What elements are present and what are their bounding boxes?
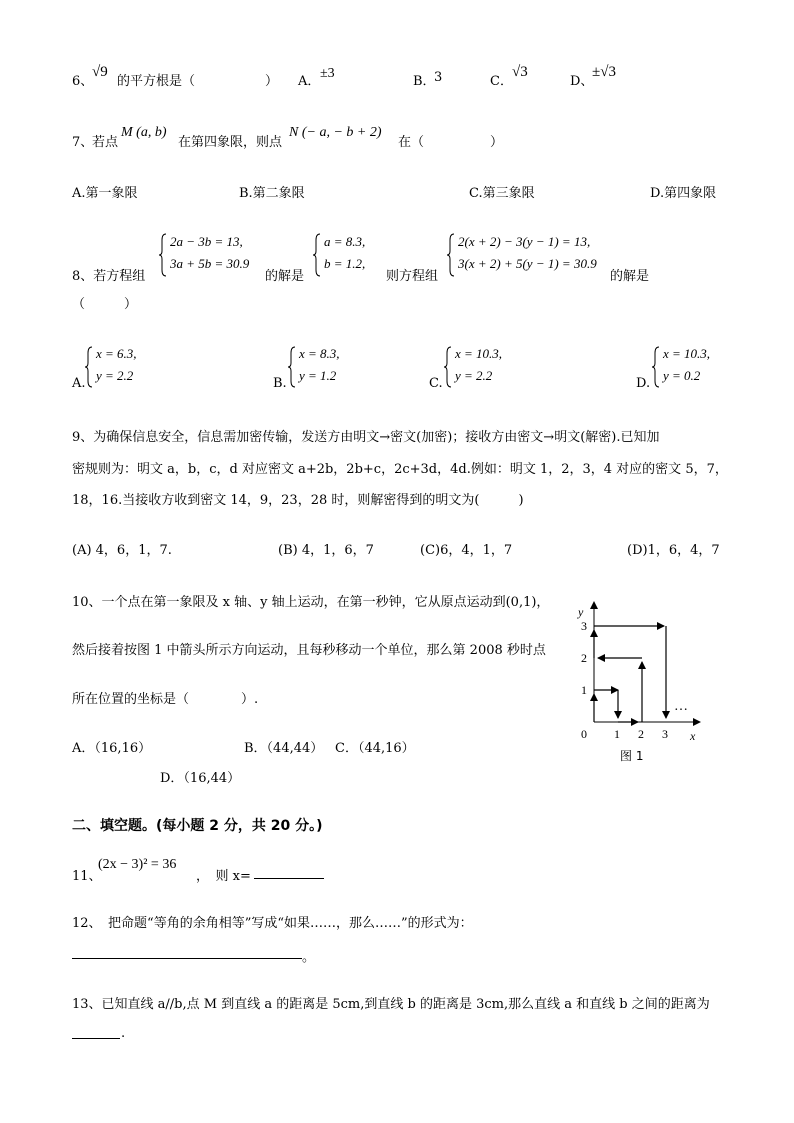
q6-option-c-label: C． <box>490 74 513 89</box>
q11-equation: (2x − 3)² = 36 <box>98 857 177 872</box>
q10-option-c: C．（44,16） <box>335 741 415 756</box>
q8-option-c-label: C. <box>429 376 443 391</box>
q8-option-d-row-2: y = 0.2 <box>663 368 701 383</box>
q7-number: 7、 <box>72 135 94 150</box>
q6-option-c-value: √3 <box>512 64 528 80</box>
q6-option-d-label: D、 <box>570 74 594 89</box>
q8-system-3-row-2: 3(x + 2) + 5(y − 1) = 30.9 <box>458 256 597 271</box>
origin-label: 0 <box>581 727 587 741</box>
q6-option-a-value: ±3 <box>320 66 335 81</box>
q8-system-2 <box>312 232 382 278</box>
q13-answer-blank[interactable] <box>72 1024 120 1039</box>
q9-line-1: 9、为确保信息安全，信息需加密传输，发送方由明文→密文(加密)；接收方由密文→明文(解密).已知加 <box>72 430 660 445</box>
q8-option-b <box>287 345 367 391</box>
q8-option-b-row-1: x = 8.3, <box>299 346 340 361</box>
q13-end: . <box>121 1026 126 1041</box>
q6-option-d-value: ±√3 <box>592 64 616 80</box>
q7-point-n: N (− a, − b + 2) <box>289 125 382 140</box>
q8-system-1-row-1: 2a − 3b = 13, <box>170 234 243 249</box>
q6-stem-math: √9 <box>92 64 108 80</box>
q10-option-d: D．（16,44） <box>160 771 241 786</box>
q9-option-a: (A) 4，6，1，7. <box>72 543 172 558</box>
x-tick-3: 3 <box>662 727 668 741</box>
ellipsis: … <box>674 699 688 714</box>
q11-answer-blank[interactable] <box>254 864 324 879</box>
q13-line-1: 13、已知直线 a//b,点 M 到直线 a 的距离是 5cm,到直线 b 的距离是 3cm,那么直线 a 和直线 b 之间的距离为 <box>72 997 710 1012</box>
q8-option-a-label: A. <box>72 376 86 391</box>
q8-system-3 <box>446 232 611 278</box>
q8-system-2-row-1: a = 8.3, <box>324 234 366 249</box>
q10-line-1: 10、一个点在第一象限及 x 轴、y 轴上运动，在第一秒钟，它从原点运动到(0,1)， <box>72 595 550 610</box>
q7-text-1: 若点 <box>92 135 119 150</box>
q6-number: 6、 <box>72 74 94 89</box>
q7-text-3: 在（ <box>398 135 425 150</box>
q8-system-1 <box>158 232 268 278</box>
q8-option-a <box>84 345 164 391</box>
q8-option-c <box>443 345 533 391</box>
q8-option-b-label: B. <box>273 376 287 391</box>
figure-caption: 图 1 <box>620 749 644 763</box>
q10-option-b: B．（44,44） <box>244 741 324 756</box>
y-tick-2: 2 <box>581 651 587 665</box>
brace-icon <box>158 232 168 278</box>
q6-stem-close: ） <box>265 74 279 89</box>
q12-text: 12、 把命题“等角的余角相等”写成“如果……，那么……”的形式为： <box>72 916 473 931</box>
q7-close: ） <box>490 135 504 150</box>
brace-icon <box>651 345 661 389</box>
brace-icon <box>84 345 94 389</box>
q7-option-c: C.第三象限 <box>469 186 535 201</box>
q10-line-3: 所在位置的坐标是（ ）. <box>72 692 259 707</box>
q8-text-then: 则方程组 <box>386 269 439 284</box>
q9-line-2: 密规则为：明文 a，b，c，d 对应密文 a+2b，2b+c，2c+3d，4d.例如：明文 1，2，3，4 对应的密文 5，7， <box>72 462 728 477</box>
q8-option-c-row-1: x = 10.3, <box>455 346 503 361</box>
q10-line-2: 然后接着按图 1 中箭头所示方向运动，且每秒移动一个单位，那么第 2008 秒时点 <box>72 643 546 658</box>
x-axis-label: x <box>690 729 696 743</box>
y-tick-1: 1 <box>581 683 587 697</box>
q8-answer-paren: （ ） <box>72 297 138 312</box>
q8-system-2-row-2: b = 1.2, <box>324 256 366 271</box>
brace-icon <box>446 232 456 278</box>
q7-option-d: D.第四象限 <box>650 186 717 201</box>
q9-option-b: (B) 4，1，6，7 <box>278 543 374 558</box>
q8-system-3-row-1: 2(x + 2) − 3(y − 1) = 13, <box>458 234 591 249</box>
x-tick-1: 1 <box>614 727 620 741</box>
q8-option-a-row-1: x = 6.3, <box>96 346 137 361</box>
q12-end: 。 <box>302 950 316 965</box>
q9-line-3: 18，16.当接收方收到密文 14，9，23，28 时，则解密得到的明文为( ) <box>72 493 524 508</box>
q7-option-a: A.第一象限 <box>72 186 138 201</box>
q8-option-a-row-2: y = 2.2 <box>96 368 134 383</box>
q8-option-d-row-1: x = 10.3, <box>663 346 711 361</box>
q6-option-a-label: A． <box>298 74 321 89</box>
q6-stem-text: 的平方根是（ <box>117 74 196 89</box>
q6-option-b-value: 3 <box>434 70 443 85</box>
q8-text-mid: 的解是 <box>265 269 305 284</box>
q12-answer-blank[interactable] <box>72 944 302 959</box>
x-tick-2: 2 <box>638 727 644 741</box>
q10-option-a: A．（16,16） <box>72 741 152 756</box>
brace-icon <box>443 345 453 389</box>
q11-number: 11、 <box>72 869 102 884</box>
y-axis-label: y <box>578 605 584 619</box>
y-tick-3: 3 <box>581 619 587 633</box>
q7-option-b: B.第二象限 <box>239 186 305 201</box>
q7-text-2: 在第四象限，则点 <box>178 135 283 150</box>
q7-point-m: M (a, b) <box>121 125 167 140</box>
q8-system-1-row-2: 3a + 5b = 30.9 <box>170 256 250 271</box>
q8-option-c-row-2: y = 2.2 <box>455 368 493 383</box>
q8-text-end: 的解是 <box>610 269 650 284</box>
q8-number: 8、若方程组 <box>72 269 146 284</box>
q8-option-d-label: D. <box>636 376 651 391</box>
brace-icon <box>312 232 322 278</box>
section-2-heading: 二、填空题。(每小题 2 分，共 20 分。) <box>72 818 323 834</box>
q9-option-c: (C)6，4，1，7 <box>420 543 513 558</box>
brace-icon <box>287 345 297 389</box>
q11-text: ， 则 x= <box>196 869 251 884</box>
q8-option-b-row-2: y = 1.2 <box>299 368 337 383</box>
q9-option-d: (D)1，6，4，7 <box>627 543 720 558</box>
figure-1-path-diagram <box>570 598 710 768</box>
q6-option-b-label: B． <box>413 74 436 89</box>
q8-option-d <box>651 345 741 391</box>
